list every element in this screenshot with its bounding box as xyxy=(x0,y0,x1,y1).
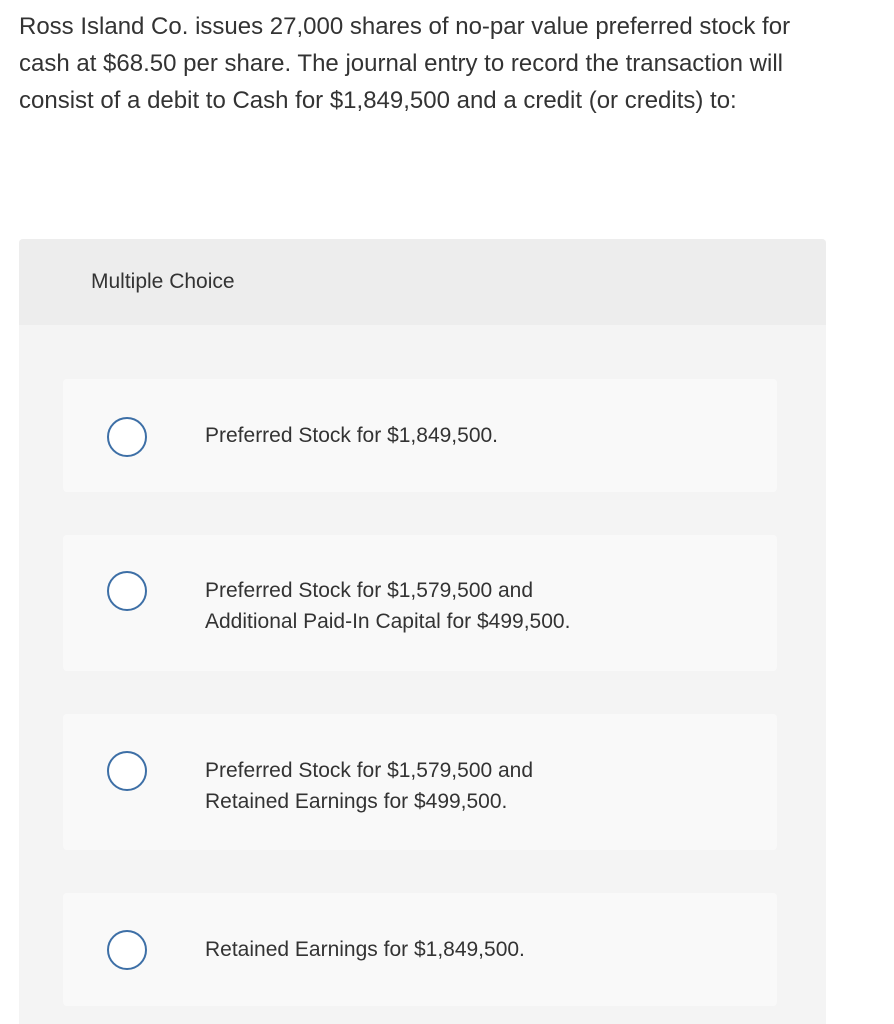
choice-option-a[interactable] xyxy=(63,379,777,492)
choice-label-line: Additional Paid-In Capital for $499,500. xyxy=(205,610,571,633)
radio-icon[interactable] xyxy=(107,751,147,791)
panel-title: Multiple Choice xyxy=(91,270,235,293)
question-text: Ross Island Co. issues 27,000 shares of no-par value preferred stock for cash at $68.50 per share. The journal entry to record the transaction will consist of a debit to Cash for $1,849,500 and a credit (or credits) to: xyxy=(19,13,791,114)
choice-label xyxy=(205,934,765,965)
multiple-choice-panel xyxy=(19,239,826,1024)
radio-icon[interactable] xyxy=(107,930,147,970)
panel-header xyxy=(19,239,826,325)
choice-label xyxy=(205,420,765,451)
choice-label-line: Preferred Stock for $1,579,500 and xyxy=(205,579,534,602)
radio-icon[interactable] xyxy=(107,417,147,457)
choice-option-d[interactable] xyxy=(63,893,777,1006)
choice-label xyxy=(205,755,765,817)
choice-label-line: Preferred Stock for $1,579,500 and xyxy=(205,759,534,782)
radio-icon[interactable] xyxy=(107,571,147,611)
choice-label-line: Retained Earnings for $1,849,500. xyxy=(205,938,525,961)
choice-option-b[interactable] xyxy=(63,535,777,671)
choice-option-c[interactable] xyxy=(63,714,777,850)
choice-label xyxy=(205,575,765,637)
choice-label-line: Preferred Stock for $1,849,500. xyxy=(205,424,499,447)
choice-label-line: Retained Earnings for $499,500. xyxy=(205,790,508,813)
